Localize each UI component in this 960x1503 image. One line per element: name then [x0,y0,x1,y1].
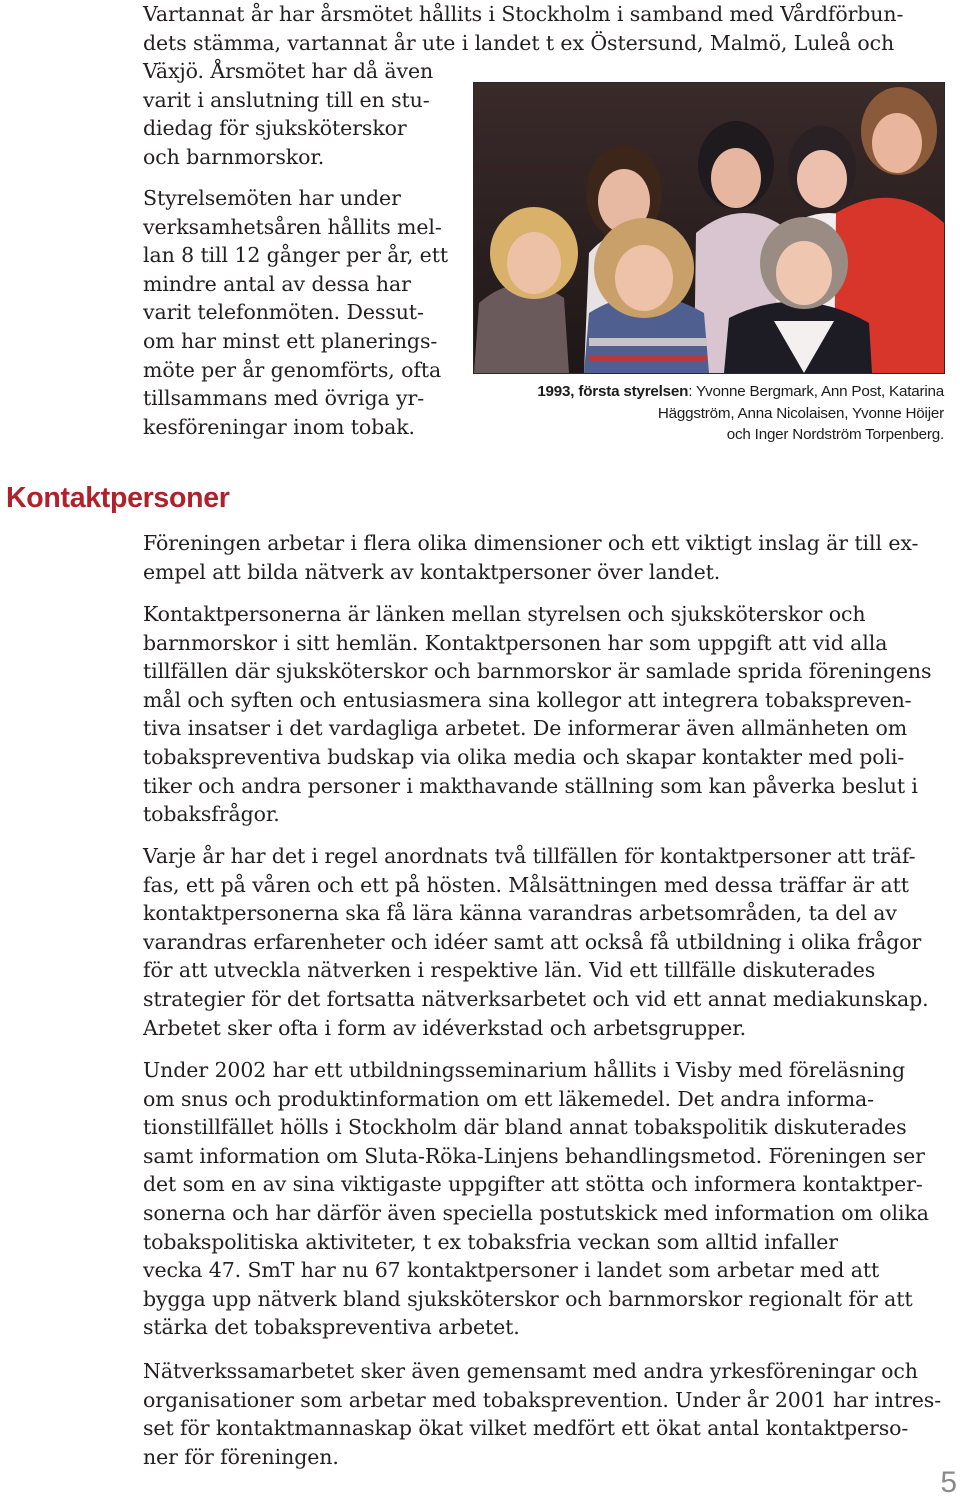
text-line: diedag för sjuksköterskor [143,116,407,141]
text-line: Arbetet sker ofta i form av idéverkstad och arbetsgrupper. [143,1015,747,1040]
text-line: set för kontaktmannaskap ökat vilket medfört ett ökat antal kontaktperso- [143,1416,909,1441]
paragraph-seminars [143,1056,929,1342]
text-line: tillsammans med övriga yr- [143,386,425,411]
text-line: Växjö. Årsmötet har då även [143,59,434,84]
text-line: tobaksfrågor. [143,802,280,827]
group-photo [473,82,945,374]
text-line: Under 2002 har ett utbildningsseminarium hållits i Visby med föreläsning [143,1058,906,1082]
photo-caption [484,381,944,446]
text-line: sonerna och har därför även speciella postutskick med information om olika [143,1200,929,1225]
text-line: verksamhetsåren hållits mel- [143,214,442,239]
text-line: för att utveckla nätverken i respektive län. Vid ett tillfälle diskuterades [143,958,876,983]
text-line: fas, ett på våren och ett på hösten. Målsättningen med dessa träffar är att [143,872,909,897]
text-line: tiva insatser i det vardagliga arbetet. De informerar även allmänheten om [143,716,908,741]
text-line: det som en av sina viktigaste uppgifter att stötta och informera kontaktper- [143,1172,923,1197]
text-line: och barnmorskor. [143,144,325,169]
caption-line: Häggström, Anna Nicolaisen, Yvonne Höijer [657,404,944,422]
text-line: varandras erfarenheter och idéer samt att också få utbildning i olika frågor [143,929,922,954]
text-line: Styrelsemöten har under [143,186,401,210]
text-line: Nätverkssamarbetet sker även gemensamt med andra yrkesföreningar och [143,1359,918,1383]
text-line: tionstillfället hölls i Stockholm där bland annat tobakspolitik diskuterades [143,1115,907,1140]
text-line: Kontaktpersonerna är länken mellan styrelsen och sjuksköterskor och [143,602,866,626]
text-line: tiker och andra personer i makthavande ställning som kan påverka beslut i [143,773,918,798]
text-line: Varje år har det i regel anordnats två tillfällen för kontaktpersoner att träf- [143,844,916,868]
board-meetings-paragraph [143,184,473,441]
text-line: mål och syften och entusiasmera sina kollegor att integrera tobakspreven- [143,687,912,712]
text-line: om snus och produktinformation om ett läkemedel. Det andra informa- [143,1086,875,1111]
text-line: strategier för det fortsatta nätverksarbetet och vid ett annat mediakunskap. [143,986,929,1011]
text-line: Vartannat år har årsmötet hållits i Stockholm i samband med Vårdförbun- [143,2,904,26]
text-line: organisationer som arbetar med tobaksprevention. Under år 2001 har intres- [143,1387,942,1412]
text-line: Föreningen arbetar i flera olika dimensioner och ett viktigt inslag är till ex- [143,531,919,555]
text-line: ner för föreningen. [143,1444,339,1469]
caption-line [484,381,944,403]
text-line: tobakspreventiva budskap via olika media och skapar kontakter med poli- [143,744,905,769]
group-photo-illustration [474,83,944,373]
text-line: varit telefonmöten. Dessut- [143,300,424,325]
caption-text: : Yvonne Bergmark, Ann Post, Katarina [688,383,944,400]
text-line: tillfällen där sjuksköterskor och barnmorskor är samlade sprida föreningens [143,659,932,684]
paragraph-networks [143,529,918,586]
text-line: lan 8 till 12 gånger per år, ett [143,243,448,268]
section-heading: Kontaktpersoner [6,482,230,514]
text-line: mindre antal av dessa har [143,271,411,296]
text-line: dets stämma, vartannat år ute i landet t ex Östersund, Malmö, Luleå och [143,30,895,55]
text-line: vecka 47. SmT har nu 67 kontaktpersoner i landet som arbetar med att [143,1258,880,1283]
caption-line: och Inger Nordström Torpenberg. [726,426,944,443]
caption-bold: 1993, första styrelsen [537,383,689,400]
text-line: kontaktpersonerna ska få lära känna varandras arbetsområden, ta del av [143,901,897,926]
paragraph-contact-role [143,600,931,829]
text-line: bygga upp nätverk bland sjuksköterskor och barnmorskor regionalt för att [143,1286,913,1311]
text-line: empel att bilda nätverk av kontaktpersoner över landet. [143,559,721,584]
text-line: om har minst ett planerings- [143,328,438,353]
page-number: 5 [940,1466,957,1499]
text-line: samt information om Sluta-Röka-Linjens behandlingsmetod. Föreningen ser [143,1143,925,1168]
text-line: tobakspolitiska aktiviteter, t ex tobaksfria veckan som alltid infaller [143,1229,838,1254]
text-line: möte per år genomförts, ofta [143,357,442,382]
paragraph-network-cooperation [143,1357,941,1471]
text-line: barnmorskor i sitt hemlän. Kontaktpersonen har som uppgift att vid alla [143,630,888,655]
text-line: varit i anslutning till en stu- [143,87,430,112]
text-line: kesföreningar inom tobak. [143,414,415,439]
text-line: stärka det tobakspreventiva arbetet. [143,1315,520,1340]
paragraph-meetings [143,842,929,1042]
